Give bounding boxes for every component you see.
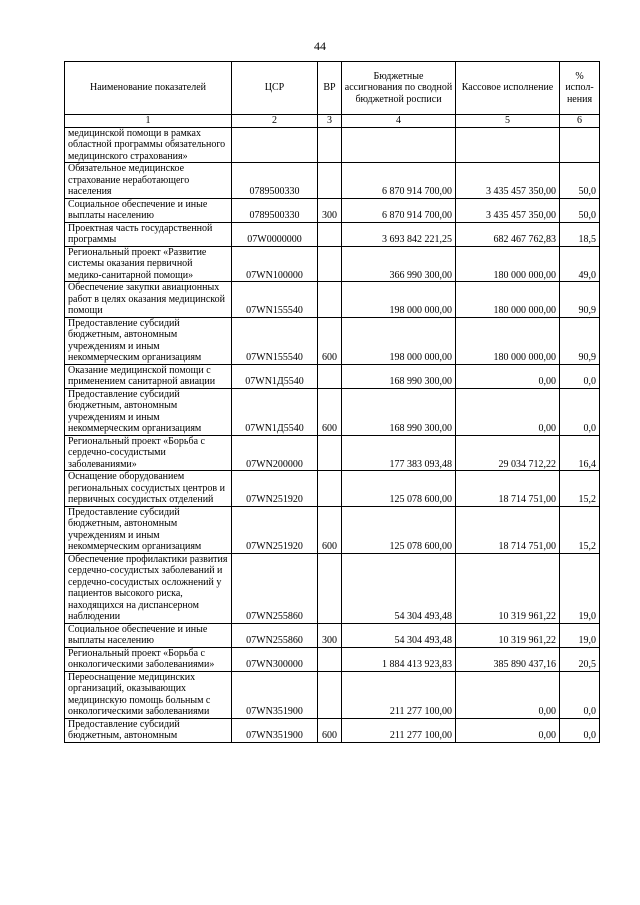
row-name-cell: Региональный проект «Борьба с сердечно-сосудистыми заболеваниями»: [65, 435, 232, 471]
table-header-row: [65, 62, 600, 115]
table-row: [65, 163, 600, 199]
row-csr-cell: 07WN255860: [232, 623, 318, 647]
row-cash-cell: 682 467 762,83: [456, 222, 560, 246]
table-row: [65, 222, 600, 246]
row-cash-cell: 0,00: [456, 671, 560, 718]
table-row: [65, 471, 600, 507]
column-number: 4: [342, 115, 456, 128]
row-vr-cell: [318, 671, 342, 718]
column-number: 2: [232, 115, 318, 128]
row-percent-cell: [560, 127, 600, 163]
row-cash-cell: 385 890 437,16: [456, 647, 560, 671]
row-vr-cell: 300: [318, 198, 342, 222]
row-percent-cell: 0,0: [560, 671, 600, 718]
row-cash-cell: 3 435 457 350,00: [456, 163, 560, 199]
table-row: [65, 198, 600, 222]
row-percent-cell: 90,9: [560, 317, 600, 364]
row-vr-cell: [318, 127, 342, 163]
row-budget-cell: 211 277 100,00: [342, 718, 456, 742]
row-budget-cell: 125 078 600,00: [342, 471, 456, 507]
row-name-cell: Обеспечение профилактики развития сердечно-сосудистых заболеваний и сердечно-сосудистых осложнений у пациентов высокого риска, находящихся на диспансерном наблюдении: [65, 553, 232, 623]
row-percent-cell: 90,9: [560, 282, 600, 318]
row-name-cell: Региональный проект «Борьба с онкологическими заболеваниями»: [65, 647, 232, 671]
row-csr-cell: 07WN1Д5540: [232, 364, 318, 388]
table-row: [65, 623, 600, 647]
row-budget-cell: 6 870 914 700,00: [342, 198, 456, 222]
row-csr-cell: 07WN155540: [232, 282, 318, 318]
row-percent-cell: 18,5: [560, 222, 600, 246]
row-percent-cell: 20,5: [560, 647, 600, 671]
row-name-cell: Оказание медицинской помощи с применением санитарной авиации: [65, 364, 232, 388]
row-name-cell: Переоснащение медицинских организаций, оказывающих медицинскую помощь больным с онкологическими заболеваниями: [65, 671, 232, 718]
table-row: [65, 506, 600, 553]
row-name-cell: Социальное обеспечение и иные выплаты населению: [65, 623, 232, 647]
row-percent-cell: 15,2: [560, 471, 600, 507]
table-row: [65, 647, 600, 671]
header-name: Наименование показателей: [65, 62, 232, 115]
row-cash-cell: 18 714 751,00: [456, 471, 560, 507]
row-percent-cell: 0,0: [560, 364, 600, 388]
row-csr-cell: 07WN300000: [232, 647, 318, 671]
table-row: [65, 553, 600, 623]
row-cash-cell: 10 319 961,22: [456, 553, 560, 623]
table-row: [65, 246, 600, 282]
row-vr-cell: [318, 364, 342, 388]
row-percent-cell: 19,0: [560, 623, 600, 647]
header-vr: ВР: [318, 62, 342, 115]
row-name-cell: Обеспечение закупки авиационных работ в целях оказания медицинской помощи: [65, 282, 232, 318]
row-vr-cell: [318, 246, 342, 282]
row-cash-cell: 10 319 961,22: [456, 623, 560, 647]
row-percent-cell: 16,4: [560, 435, 600, 471]
column-number: 3: [318, 115, 342, 128]
row-name-cell: Предоставление субсидий бюджетным, автономным: [65, 718, 232, 742]
row-budget-cell: 198 000 000,00: [342, 317, 456, 364]
table-row: [65, 388, 600, 435]
row-name-cell: медицинской помощи в рамках областной программы обязательного медицинского страхования»: [65, 127, 232, 163]
row-cash-cell: [456, 127, 560, 163]
header-budget: Бюджетные ассигнования по сводной бюджетной росписи: [342, 62, 456, 115]
row-vr-cell: [318, 282, 342, 318]
table-row: [65, 282, 600, 318]
header-percent: % испол-нения: [560, 62, 600, 115]
row-vr-cell: 300: [318, 623, 342, 647]
row-cash-cell: 18 714 751,00: [456, 506, 560, 553]
table-row: [65, 671, 600, 718]
row-name-cell: Оснащение оборудованием региональных сосудистых центров и первичных сосудистых отделений: [65, 471, 232, 507]
table-body: [65, 127, 600, 742]
row-budget-cell: 177 383 093,48: [342, 435, 456, 471]
row-percent-cell: 49,0: [560, 246, 600, 282]
row-csr-cell: 0789500330: [232, 198, 318, 222]
budget-execution-table: [64, 61, 600, 743]
row-csr-cell: 0789500330: [232, 163, 318, 199]
table-row: [65, 435, 600, 471]
table-row: [65, 718, 600, 742]
row-csr-cell: 07WN100000: [232, 246, 318, 282]
row-name-cell: Предоставление субсидий бюджетным, автономным учреждениям и иным некоммерческим организациям: [65, 388, 232, 435]
table-row: [65, 317, 600, 364]
row-vr-cell: 600: [318, 388, 342, 435]
column-number: 6: [560, 115, 600, 128]
row-budget-cell: 3 693 842 221,25: [342, 222, 456, 246]
row-csr-cell: 07WN351900: [232, 718, 318, 742]
row-name-cell: Обязательное медицинское страхование неработающего населения: [65, 163, 232, 199]
row-cash-cell: 180 000 000,00: [456, 246, 560, 282]
row-vr-cell: [318, 222, 342, 246]
row-csr-cell: 07WN200000: [232, 435, 318, 471]
row-percent-cell: 50,0: [560, 163, 600, 199]
row-budget-cell: 366 990 300,00: [342, 246, 456, 282]
row-csr-cell: 07WN351900: [232, 671, 318, 718]
row-cash-cell: 29 034 712,22: [456, 435, 560, 471]
row-name-cell: Проектная часть государственной программы: [65, 222, 232, 246]
row-csr-cell: 07WN251920: [232, 471, 318, 507]
row-budget-cell: 211 277 100,00: [342, 671, 456, 718]
row-name-cell: Социальное обеспечение и иные выплаты населению: [65, 198, 232, 222]
row-vr-cell: [318, 553, 342, 623]
row-name-cell: Региональный проект «Развитие системы оказания первичной медико-санитарной помощи»: [65, 246, 232, 282]
row-cash-cell: 0,00: [456, 718, 560, 742]
row-csr-cell: 07WN251920: [232, 506, 318, 553]
table-row: [65, 127, 600, 163]
row-budget-cell: 168 990 300,00: [342, 388, 456, 435]
row-budget-cell: 54 304 493,48: [342, 623, 456, 647]
table-row: [65, 364, 600, 388]
row-cash-cell: 0,00: [456, 388, 560, 435]
row-percent-cell: 0,0: [560, 388, 600, 435]
row-vr-cell: 600: [318, 506, 342, 553]
column-number: 1: [65, 115, 232, 128]
row-budget-cell: 54 304 493,48: [342, 553, 456, 623]
row-budget-cell: 1 884 413 923,83: [342, 647, 456, 671]
row-csr-cell: 07WN255860: [232, 553, 318, 623]
row-cash-cell: 180 000 000,00: [456, 282, 560, 318]
row-budget-cell: 125 078 600,00: [342, 506, 456, 553]
row-budget-cell: 6 870 914 700,00: [342, 163, 456, 199]
row-percent-cell: 19,0: [560, 553, 600, 623]
row-csr-cell: 07WN155540: [232, 317, 318, 364]
page-number: 44: [314, 39, 326, 53]
column-number-row: [65, 115, 600, 128]
row-vr-cell: [318, 647, 342, 671]
row-vr-cell: [318, 435, 342, 471]
row-cash-cell: 3 435 457 350,00: [456, 198, 560, 222]
row-percent-cell: 15,2: [560, 506, 600, 553]
row-name-cell: Предоставление субсидий бюджетным, автономным учреждениям и иным некоммерческим организациям: [65, 317, 232, 364]
row-csr-cell: [232, 127, 318, 163]
row-cash-cell: 0,00: [456, 364, 560, 388]
row-budget-cell: 198 000 000,00: [342, 282, 456, 318]
column-number: 5: [456, 115, 560, 128]
row-name-cell: Предоставление субсидий бюджетным, автономным учреждениям и иным некоммерческим организациям: [65, 506, 232, 553]
row-vr-cell: [318, 471, 342, 507]
row-csr-cell: 07W0000000: [232, 222, 318, 246]
row-csr-cell: 07WN1Д5540: [232, 388, 318, 435]
row-vr-cell: [318, 163, 342, 199]
row-percent-cell: 0,0: [560, 718, 600, 742]
row-vr-cell: 600: [318, 317, 342, 364]
header-cash: Кассовое исполнение: [456, 62, 560, 115]
row-budget-cell: 168 990 300,00: [342, 364, 456, 388]
row-vr-cell: 600: [318, 718, 342, 742]
row-budget-cell: [342, 127, 456, 163]
header-csr: ЦСР: [232, 62, 318, 115]
row-cash-cell: 180 000 000,00: [456, 317, 560, 364]
row-percent-cell: 50,0: [560, 198, 600, 222]
